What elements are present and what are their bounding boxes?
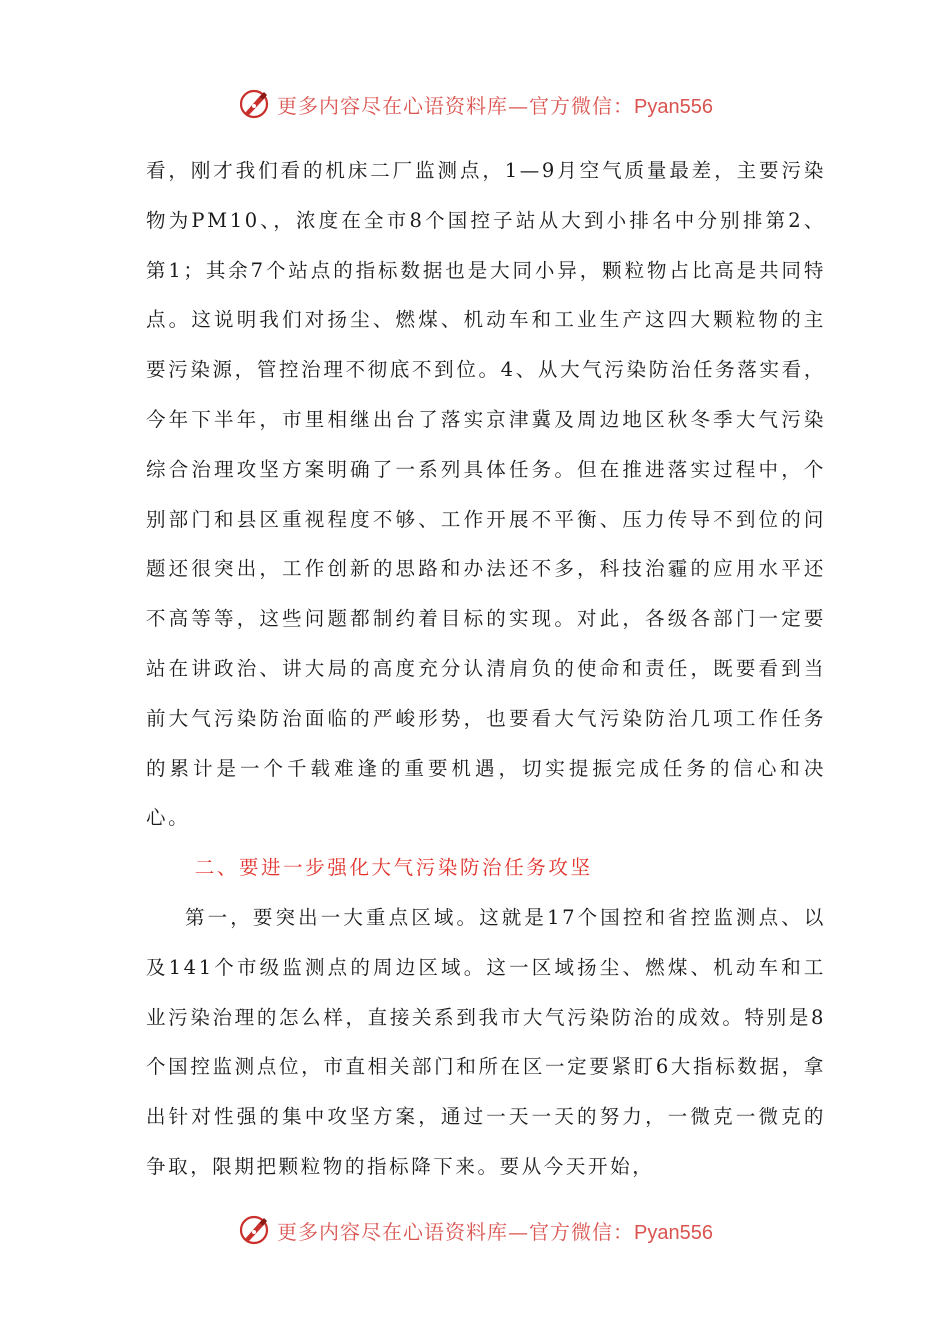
banner-text: 更多内容尽在心语资料库—官方微信：Pyan556 [277,1219,713,1244]
wechat-id: Pyan556 [634,95,713,118]
header-banner [0,84,950,124]
body-paragraph: 看，刚才我们看的机床二厂监测点，1—9月空气质量最差，主要污染物为PM10、，浓度在全市8个国控子站从大到小排名中分别排第2、第1；其余7个站点的指标数据也是大同小异，颗粒物占比高是共同特点。这说明我们对扬尘、燃煤、机动车和工业生产这四大颗粒物的主要污染源，管控治理不彻底不到位。4、从大气污染防治任务落实看，今年下半年，市里相继出台了落实京津冀及周边地区秋冬季大气污染综合治理攻坚方案明确了一系列具体任务。但在推进落实过程中，个别部门和县区重视程度不够、工作开展不平衡、压力传导不到位的问题还很突出，工作创新的思路和办法还不多，科技治霾的应用水平还不高等等，这些问题都制约着目标的实现。对此，各级各部门一定要站在讲政治、讲大局的高度充分认清肩负的使命和责任，既要看到当前大气污染防治面临的严峻形势，也要看大气污染防治几项工作任务的累计是一个千载难逢的重要机遇，切实提振完成任务的信心和决心。 [146,159,826,830]
body-paragraph: 第一，要突出一大重点区域。这就是17个国控和省控监测点、以及141个市级监测点的周边区域。这一区域扬尘、燃煤、机动车和工业污染治理的怎么样，直接关系到我市大气污染防治的成效。特别是8个国控监测点位，市直相关部门和所在区一定要紧盯6大指标数据，拿出针对性强的集中攻坚方案，通过一天一天的努力，一微克一微克的争取，限期把颗粒物的指标降下来。要从今天开始， [146,905,826,1178]
pen-nib-logo-icon [237,1213,271,1247]
section-heading: 二、要进一步强化大气污染防治任务攻坚 [194,856,593,880]
wechat-id: Pyan556 [634,1221,713,1244]
footer-banner [0,1210,950,1250]
pen-nib-logo-icon [237,87,271,121]
document-body [146,146,826,1192]
banner-text: 更多内容尽在心语资料库—官方微信：Pyan556 [277,93,713,118]
